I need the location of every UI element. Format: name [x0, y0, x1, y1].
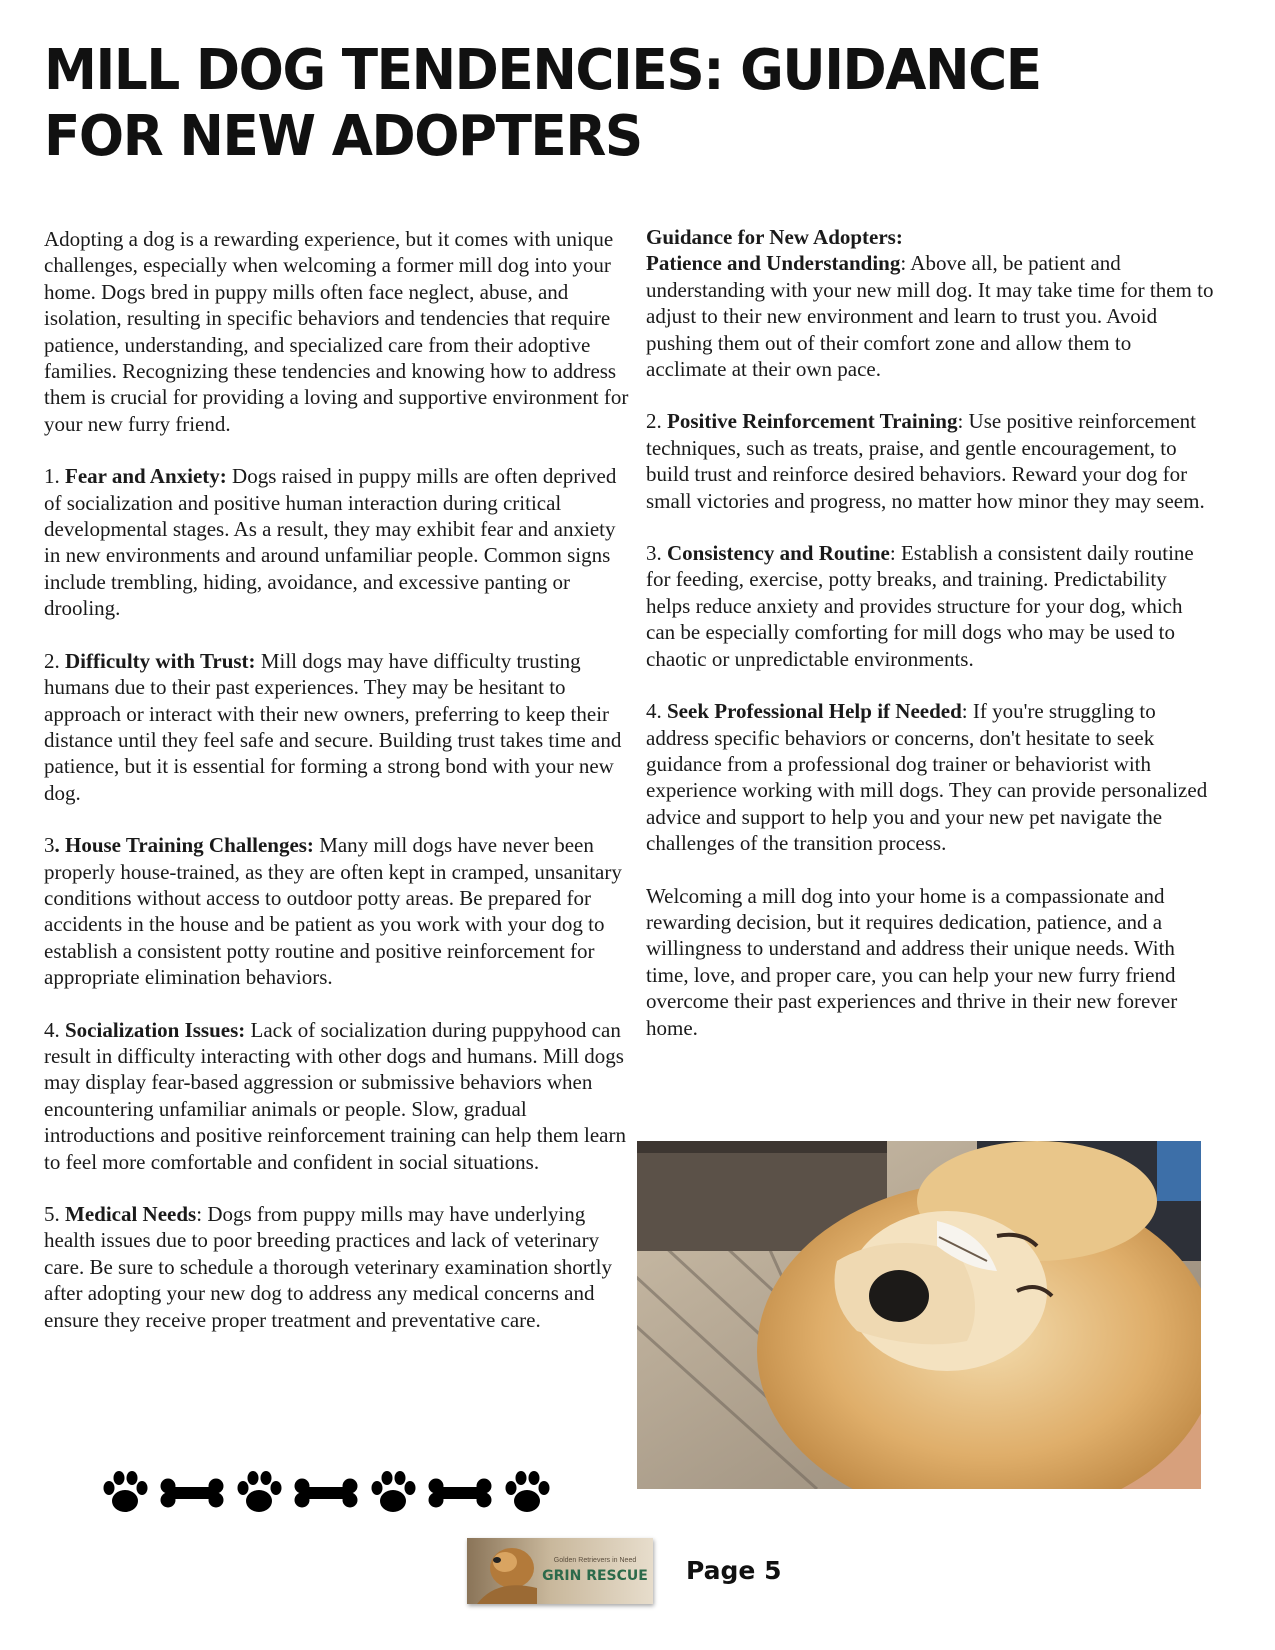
- item-number: 3: [44, 833, 55, 858]
- list-item: [44, 648, 629, 806]
- item-number: 3.: [646, 541, 667, 566]
- bone-icon: [295, 1479, 358, 1508]
- item-heading: Fear and Anxiety:: [65, 464, 227, 489]
- item-text: Mill dogs may have difficulty trusting humans due to their past experiences. They may be hesitant to approach or interact with their new owners, preferring to keep their distance until they feel safe and secure. Building trust takes time and patience, but it is essential for forming a strong bond with your new dog.: [44, 648, 622, 805]
- item-heading: Difficulty with Trust:: [65, 648, 256, 673]
- item-text: : Use positive reinforcement techniques, such as treats, praise, and gentle encouragement, to build trust and reinforce desired behaviors. Reward your dog for small victories and progress, no matter how minor they may seem.: [646, 409, 1205, 513]
- paw-icon: [238, 1471, 282, 1512]
- item-text: : Dogs from puppy mills may have underlying health issues due to poor breeding practices and lack of veterinary care. Be sure to schedule a thorough veterinary examination shortly after adopting your new dog to address any medical concerns and ensure they receive proper treatment and preventative care.: [44, 1202, 612, 1332]
- logo-name: GRIN RESCUE: [542, 1568, 648, 1584]
- item-text: Many mill dogs have never been properly house-trained, as they are often kept in cramped, unsanitary conditions without access to outdoor potty areas. Be prepared for accidents in the house and be patient as you work with your dog to establish a consistent potty routine and positive reinforcement for appropriate elimination behaviors.: [44, 833, 622, 990]
- list-item: [646, 698, 1216, 856]
- item-heading: . House Training Challenges:: [54, 833, 314, 858]
- list-item: [44, 1017, 629, 1175]
- item-text: Lack of socialization during puppyhood can result in difficulty interacting with other dogs and humans. Mill dogs may display fear-based aggression or submissive behaviors when encountering unfamiliar animals or people. Slow, gradual introductions and positive reinforcement training can help them learn to feel more comfortable and confident in social situations.: [44, 1017, 626, 1174]
- item-text: : Above all, be patient and understanding with your new mill dog. It may take time for them to adjust to their new environment and learn to trust you. Avoid pushing them out of their comfort zone and allow them to acclimate at their own pace.: [646, 251, 1214, 382]
- paw-icon: [104, 1471, 148, 1512]
- intro-paragraph: Adopting a dog is a rewarding experience, but it comes with unique challenges, especially when welcoming a former mill dog into your home. Dogs bred in puppy mills often face neglect, abuse, and isolation, resulting in specific behaviors and tendencies that require patience, understanding, and specialized care from their adoptive families. Recognizing these tendencies and knowing how to address them is crucial for providing a loving and supportive environment for your new furry friend.: [44, 227, 629, 436]
- closing-paragraph: Welcoming a mill dog into your home is a compassionate and rewarding decision, but it requires dedication, patience, and a willingness to understand and address their unique needs. With time, love, and proper care, you can help your new furry friend overcome their past experiences and thrive in their new forever home.: [646, 883, 1178, 1040]
- page-number: Page 5: [686, 1556, 782, 1585]
- item-heading: Positive Reinforcement Training: [667, 409, 958, 434]
- paw-icon: [506, 1471, 550, 1512]
- item-heading: Seek Professional Help if Needed: [667, 699, 962, 724]
- paw-bone-divider: [100, 1468, 560, 1518]
- item-heading: Consistency and Routine: [667, 541, 890, 566]
- right-column: [646, 224, 1216, 1041]
- item-text: Dogs raised in puppy mills are often deprived of socialization and positive human interaction during critical developmental stages. As a result, they may exhibit fear and anxiety in new environments and around unfamiliar people. Common signs include trembling, hiding, avoidance, and excessive panting or drooling.: [44, 464, 617, 621]
- page-title: MILL DOG TENDENCIES: GUIDANCE FOR NEW ADOPTERS: [44, 38, 1041, 169]
- list-item: [44, 832, 629, 990]
- item-heading: Patience and Understanding: [646, 251, 901, 276]
- guidance-first-paragraph: [646, 224, 1216, 382]
- item-heading: Socialization Issues:: [65, 1017, 246, 1042]
- grin-rescue-logo: [467, 1538, 653, 1604]
- dog-photo: [637, 1141, 1201, 1489]
- item-number: 4.: [646, 699, 667, 724]
- bone-icon: [429, 1479, 492, 1508]
- bone-icon: [161, 1479, 224, 1508]
- list-item: [44, 1201, 629, 1333]
- list-item: [646, 540, 1216, 672]
- left-column: [44, 226, 629, 1333]
- paw-icon: [372, 1471, 416, 1512]
- item-number: 1.: [44, 464, 65, 489]
- item-number: 2.: [646, 409, 667, 434]
- item-heading: Medical Needs: [65, 1202, 197, 1226]
- list-item: [44, 463, 629, 621]
- guidance-heading: Guidance for New Adopters:: [646, 225, 903, 249]
- logo-tagline: Golden Retrievers in Need: [553, 1557, 637, 1564]
- item-number: 4.: [44, 1017, 65, 1042]
- item-number: 5.: [44, 1202, 65, 1226]
- item-text: : If you're struggling to address specific behaviors or concerns, don't hesitate to seek guidance from a professional dog trainer or behaviorist with experience working with mill dogs. They can provide personalized advice and support to help you and your new pet navigate the challenges of the transition process.: [646, 699, 1208, 856]
- item-number: 2.: [44, 648, 65, 673]
- list-item: [646, 408, 1216, 514]
- item-text: : Establish a consistent daily routine for feeding, exercise, potty breaks, and training. Predictability helps reduce anxiety and provides structure for your dog, which can be especially comforting for mill dogs who may be used to chaotic or unpredictable environments.: [646, 541, 1194, 671]
